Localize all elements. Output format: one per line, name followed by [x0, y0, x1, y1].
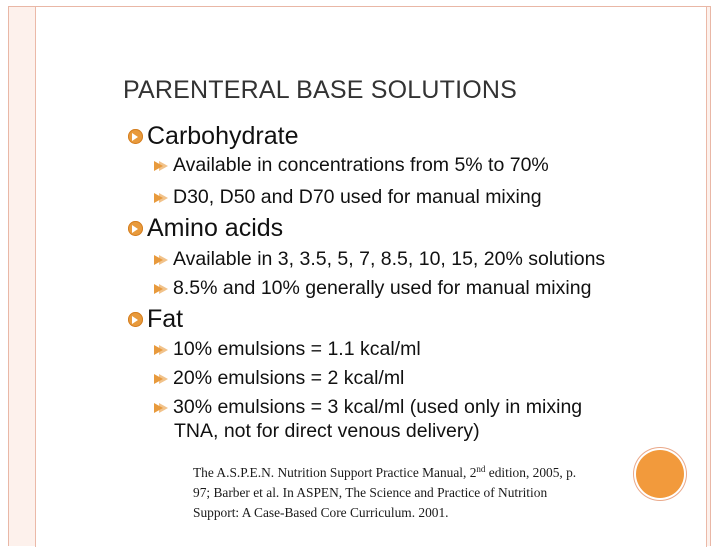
bullet-icon	[128, 221, 143, 236]
fat-item-3: 30% emulsions = 3 kcal/ml (used only in mixing	[173, 396, 583, 418]
carb-item-1: Available in concentrations from 5% to 70%	[173, 154, 549, 176]
reference-line-2: 97; Barber et al. In ASPEN, The Science and Practice of Nutrition	[193, 485, 548, 500]
bullet-icon	[128, 129, 143, 144]
sub-bullet-icon	[154, 283, 170, 295]
bullet-fat	[128, 305, 183, 334]
sub-bullet-icon	[154, 192, 170, 204]
sub-bullet-icon	[154, 254, 170, 266]
slide-title: PARENTERAL BASE SOLUTIONS	[123, 76, 517, 104]
carb-item-2: D30, D50 and D70 used for manual mixing	[173, 186, 542, 208]
reference-line-3: Support: A Case-Based Core Curriculum. 2001.	[193, 505, 449, 520]
sub-bullet-icon	[154, 373, 170, 385]
fat-item-3-continued: TNA, not for direct venous delivery)	[174, 420, 480, 442]
bullet-icon	[128, 312, 143, 327]
heading-carbohydrate: Carbohydrate	[147, 122, 299, 150]
sub-bullet	[154, 248, 605, 271]
sub-bullet	[154, 277, 591, 300]
reference-line-1: The A.S.P.E.N. Nutrition Support Practice Manual, 2nd edition, 2005, p.	[193, 464, 577, 480]
sub-bullet	[154, 396, 582, 419]
sub-bullet	[154, 367, 404, 390]
sub-bullet-icon	[154, 344, 170, 356]
reference-citation	[193, 463, 663, 523]
bullet-amino-acids	[128, 214, 283, 243]
amino-item-2: 8.5% and 10% generally used for manual mixing	[173, 277, 592, 299]
fat-item-2: 20% emulsions = 2 kcal/ml	[173, 367, 405, 389]
sub-bullet-icon	[154, 402, 170, 414]
amino-item-1: Available in 3, 3.5, 5, 7, 8.5, 10, 15, 20% solutions	[173, 248, 606, 270]
heading-amino-acids: Amino acids	[147, 214, 284, 242]
bullet-carbohydrate	[128, 122, 298, 151]
heading-fat: Fat	[147, 305, 184, 333]
sub-bullet-icon	[154, 160, 170, 172]
sub-bullet	[154, 154, 549, 177]
sub-bullet	[154, 186, 542, 209]
sub-bullet	[154, 338, 421, 361]
decorative-orange-circle	[636, 450, 684, 498]
fat-item-1: 10% emulsions = 1.1 kcal/ml	[173, 338, 421, 360]
